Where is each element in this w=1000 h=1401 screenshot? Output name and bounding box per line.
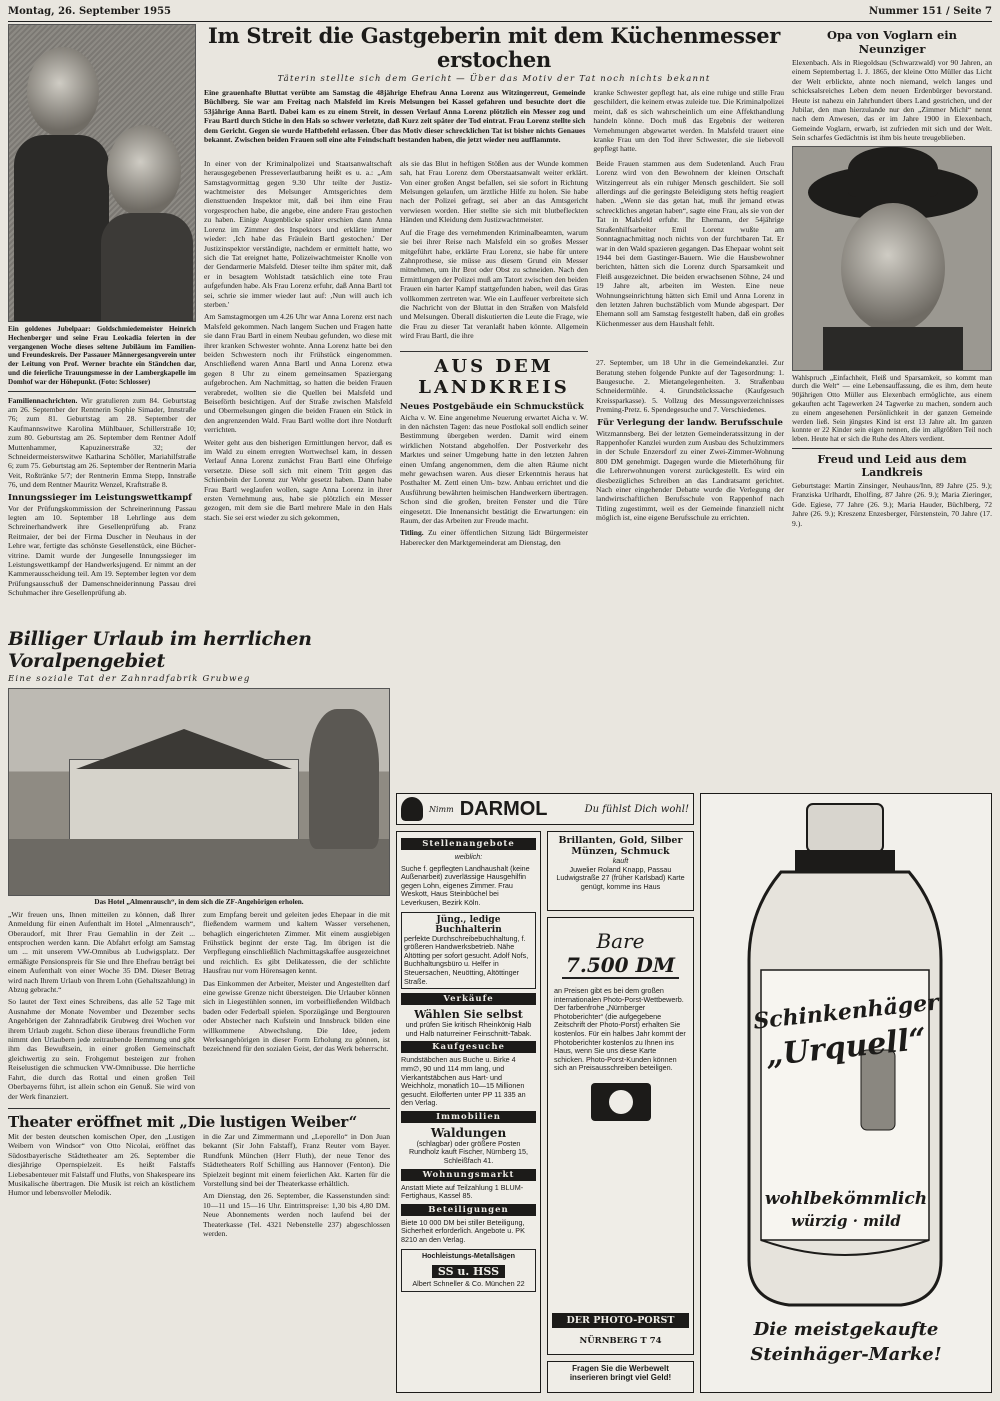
photo-porst-ad	[547, 917, 694, 1355]
freud-leid-text: Geburtstage: Martin Zinsinger, Neuhaus/Inn, 89 Jahre (25. 9.); Franziska Urlhardt, Eholfing, 87 Jahre (26. 9.); Maria Zieringer, Gde. Egiese, 77 Jahre (26. 9.); Maria Hauder, Büchlberg, 72 Jahre (26. 9.); Kreszenz Enzesberger, Fürstenstein, 70 Jahre (17. 9.).	[792, 481, 992, 528]
gold-sub: kauft	[612, 856, 629, 865]
theater-headline: Theater eröffnet mit „Die lustigen Weiber“	[8, 1112, 357, 1131]
bare-prize-line-1: Bare	[596, 929, 645, 953]
schinken-brand: Schinkenhäger	[752, 989, 940, 1035]
family-news-heading: Familiennachrichten.	[8, 395, 78, 405]
darmol-prefix: Nimm	[429, 804, 454, 814]
landkreis-titling	[400, 528, 588, 547]
masthead-date: Montag, 26. September 1955	[8, 6, 172, 17]
darmol-ad	[396, 793, 694, 825]
left-column	[8, 24, 196, 624]
darmol-figure-icon	[401, 797, 423, 821]
schinken-tagline-1: Die meistgekaufte	[753, 1319, 939, 1340]
main-lead: Eine grauenhafte Bluttat verübte am Samstag die 48jährige Ehefrau Anna Lorenz aus Witzingerreut, Gemeinde Büchlberg. Sie war am Freitag nach Malsfeld im Kreis Melsungen bei Kassel gefahren und besuchte dort die 53jährige Anna Bartl. Dabei kam es zu einem Streit, in dessen Verlauf Anna Lorenz plötzlich ein Messer zog und Frau Bartl durch Stiche in den Hals so schwer verletzte, daß Kurz zeit später der Tod eintrat. Frau Lorenz stellte sich dem Gericht. Gegen sie wurde Haftbefehl erlassen. Über das Motiv dieser schrecklichen Tat ist bisher nichts Genaues bekannt. Zwischen beiden Frauen soll eine alte Feindschaft bestanden haben, die jetzt wieder neu aufflammte.	[204, 88, 586, 145]
landkreis-titling-text: Zu einer öffentlichen Sitzung lädt Bürgermeister Haberecker den Marktgemeinderat am Dienstag, den	[400, 528, 588, 547]
main-col3-b: Beide Frauen stammen aus dem Sudetenland. Auch Frau Lorenz wird von den Bewohnern der kleinen Ortschaft Witzingerreut als ein ruhiger Mensch geschildert. Sie soll allerdings auf die geringste Beleidigung stets heftig reagiert haben. „Wenn sie das getan hat, muß ihr jemand etwas schreckliches angetan haben“, sagte eine Frau, als sie von der Tat in Malsfeld erfuhr. Ihr Ehemann, der 54jährige Straßenhilfsarbeiter Emil Lorenz wußte am Sonntagnachmittag noch nichts von der furchtbaren Tat. Er war in den Wald spazieren gegangen. Das Ehepaar wohnt seit 1944 bei dem Gastinger-Bauern. Wie die Hausbewohner berichten, hätten sich die Lorenz durch Sparsamkeit und Fleiß ausgezeichnet. Die beiden erwachsenen Söhne, 24 und 19 Jahre alt, arbeiten im Westen. Eine neue Wohnungseinrichtung hätten sich Emil und Anna Lorenz in den letzten Jahren buchstäblich vom Munde abgespart. Der Ehemann soll am Samstag festgestellt haben, daß ein großes Küchenmesser aus dem Haushalt fehlt.	[596, 158, 784, 328]
family-news-text: Wir gratulieren zum 84. Geburtstag am 26. September der Rentnerin Sophie Simader, Innstraße 76; zum 81. Geburtstag am 28. September der Kaufmannswitwe Karolina Mühlbauer, Schillerstraße 10; zum 80. Geburtstag am 26. September dem Rentner Adolf Muttenhammer, Kapuzinerstraße 32; der Schneidermeisterswitwe Katharina Schöller, Mariahilfstraße 6; zum 75. Geburtstag am 26. September der Rentnerin Maria Veit, Roßtränke 5/7; der Rentnerin Emma Stepp, Innstraße 76, und dem Rentner Mauritz Wenzel, Kraftstraße 8.	[8, 395, 197, 490]
wohnungsmarkt-text: Anstatt Miete auf Teilzahlung 1 BLUM-Fertighaus, Kassel 85.	[401, 1182, 524, 1201]
main-headline: Im Streit die Gastgeberin mit dem Küchenmesser erstochen	[207, 23, 781, 72]
urlaub-section	[8, 624, 390, 1394]
kaufgesuche-heading: Kaufgesuche	[401, 1041, 536, 1053]
buchhalterin-text: perfekte Durchschreibebuchhaltung, f. größeren Handwerksbetrieb. Nähe Altötting per sofort gesucht. Adolf Nofs, Buchhaltungsbüro u. Helfer in Steuersachen, Neuötting, Altöttinger Straße.	[404, 933, 529, 986]
masthead-page-number: Nummer 151 / Seite 7	[869, 6, 992, 17]
landkreis-heading: AUS DEM LANDKREIS	[400, 351, 588, 398]
stellen-text: Suche f. gepflegten Landhaushalt (keine Außenarbeit) zuverlässige Hausgehilfin gegen Lohn, eigenes Zimmer. Frau Weskott, Haus Steinbüchel bei Leverkusen, Bezirk Köln.	[401, 863, 530, 907]
berufsschule-text: Witzmannsberg. Bei der letzten Gemeinderatssitzung in der Rappenhofer Kanzlei wurden zum Ausbau des Schulzimmers in der Schule Enzersdorf zu einer Zwei-Zimmer-Wohnung 800 DM genehmigt. Dagegen wurde die Mieterhöhung für die Lehrerwohnungen vorerst zurückgestellt. Es wird ein diesbezügliches Schreiben an das Landratsamt gerichtet. Nach einer eingehender Debatte wurde die Verlegung der landwirtschaftlichen Berufsschule von Rappenhof nach Titling zugestimmt, weil es der Gemeinde finanziell nicht möglich ist, eine eigene Berufsschule zu errichten.	[596, 428, 784, 523]
classified-ads	[396, 831, 541, 1393]
werbe-ad	[547, 1361, 694, 1393]
schinkenhaeger-ad	[700, 793, 992, 1393]
landkreis-agenda: 27. September, um 18 Uhr in die Gemeindekanzlei. Zur Beratung stehen folgende Punkte auf der Tagesordnung: 1. Baugesuche. 2. Mietangelegenheiten. 3. Straßenbau Schneidermühle. 4. Grundstückssache (Kaufgesuch Kreissparkasse). 5. Vollzug des Messungsverzeichnisses Preming-Pretz. 6. Spendegesuche und 7. Verschiedenes.	[596, 358, 784, 415]
main-col1	[204, 159, 392, 550]
urlaub-text-2b: Das Einkommen der Arbeiter, Meister und Angestellten darf eine gewisse Grenze nicht übersteigen. Die Urlauber können sich in Liegestühlen sonnen, im vorbeifließenden Wildbach baden oder Federball spielen. Sporzügänge und Bergtouren oder Abstecher nach Kufstein und Innsbruck bilden eine willkommene Abwechslung. Die Idee, jedem Werksangehörigen in dieser Form Erholung zu gönnen, ist bezeichnend für den sozialen Geist, der das Werk beherrscht.	[203, 978, 390, 1054]
metallsaegen-heading: Hochleistungs-Metallsägen	[421, 1250, 516, 1260]
kaufgesuche-text: Rundstäbchen aus Buche u. Birke 4 mm∅, 90 und 114 mm lang, und Vierkantstäbchen aus Hart- und Weichholz, monatlich 10—15 Millionen gesucht. Eilofferten unter PP 11 335 an den Verlag.	[401, 1055, 526, 1108]
gold-text: Juwelier Roland Knapp, Passau Ludwigstraße 27 (früher Karlsbad) Karte genügt, komme ins Haus	[556, 864, 685, 891]
freud-leid-heading: Freud und Leid aus dem Landkreis	[817, 453, 967, 480]
theater-text-3: Am Dienstag, den 26. September, die Kassenstunden sind: 10—11 und 15—16 Uhr. Eintrittspreise: 1,30 bis 4,80 DM. Neue Abonnements werden noch laufend bei der Theaterkasse (Tel. 4321 Nebenstelle 237) abgeschlossen werden.	[203, 1191, 390, 1238]
camera-icon	[591, 1083, 651, 1121]
main-col2-b: Auf die Frage des vernehmenden Kriminalbeamten, warum sie bei ihrer Reise nach Malsfeld ein so großes Messer mitgeführt habe, erklärte Frau Lorenz, sie habe für untere Zahnprothese, sie müsse aus diesem Grund ein Messer mitnehmen, um ihr Brot oder Obst zu schneiden. Nach den Ermittlungen der Polizei muß am Tatort zwischen den beiden Frauen ein harter Kampf stattgefunden haben, weil das Gras vollkommen zertreten war. Wie ein Lauffeuer verbreitete sich die Nachricht von der Bluttat in den Straßen von Malsfeld und Melsungen. Überall diskutierten die Leute die Frage, wie die Frau zu dieser Tat veranlaßt haben könnte. Allgemein wird Frau Bartl, die ihre	[400, 227, 588, 341]
main-col3-a: kranke Schwester gepflegt hat, als eine ruhige und stille Frau geschildert, die keinem etwas zuleide tue. Die Kriminalpolizei meint, daß es sich wahrscheinlich um eine Affekthandlung handeln könne. Doch muß das Ergebnis der weiteren Vernehmungen abgewartet werden. In Malsfeld trauert eine kranke Frau um den Tod ihrer Schwester, die sie liebevoll gepflegt hatte.	[593, 88, 784, 154]
metallsaegen-brand: SS u. HSS	[432, 1265, 505, 1278]
schinken-slogan-1: wohlbekömmlich	[764, 1189, 928, 1209]
berufsschule-heading: Für Verlegung der landw. Berufsschule	[597, 417, 783, 428]
schinken-urquell: „Urquell“	[764, 1021, 928, 1074]
wohnungsmarkt-heading: Wohnungsmarkt	[401, 1169, 536, 1181]
beteiligungen-text: Biete 10 000 DM bei stiller Beteiligung, Sicherheit erforderlich. Angebote u. PK 8210 an den Verlag.	[401, 1217, 525, 1245]
otto-mueller-caption: Wahlspruch „Einfachheit, Fleiß und Sparsamkeit, so kommt man durch die Welt“ — eine Lebensauffassung, die es ihm, dem heute 90jährigen Otto Müller aus Elexenbach ermöglichte, aus einem gekauften acht Tagewerken 24 Tagwerke zu machen, sondern auch zu einem angesehenen Persönlichkeit in der ganzen Gemeinde werden ließ. Sein jüngstes Kind ist erst 13 Jahre alt. Im ganzen konnte er 22 Kinder sein eigen nennen, die im allgrößten Teil noch leben. Heute hat er sich die Ruhe des Alters verdient.	[792, 373, 992, 444]
landkreis-titling-heading: Titling.	[400, 528, 424, 538]
landkreis-post-heading: Neues Postgebäude ein Schmuckstück	[400, 401, 584, 412]
voglarn-text: Elexenbach. Als in Riegoldsau (Schwarzwald) vor 90 Jahren, an einem Septembertag 1. J. 1865, der kleine Otto Müller das Licht der Welt erblickte, ahnte noch niemand, welch langes und schicksalsreiches Leben dem neuen Erdenbürger bevorstand. Heute ist nahezu ein Jahrhundert übers Land gestrichen, und der Jubilar, den man hierzulande nur den „Zimmer Michl“ nennt nach dem Anwesen, das er im Jahre 1900 in Elexenbach, Gemeinde Voglarn, erwarb, ist zufrieden mit sich und der Welt. Sein scharfes Gedächtnis ist ihm bis heute treugeblieben.	[792, 58, 992, 143]
urlaub-text-1: „Wir freuen uns, Ihnen mitteilen zu können, daß Ihrer Anmeldung für einen Aufenthalt im Hotel „Almenrausch“, Oberaudorf, mit Ihrer Frau Gemahlin in der Zeit ... entsprochen werden kann. Die Abfahrt erfolgt am Samstag um ... mit unserem VW-Omnibus ab Ludwigsplatz. Der ermäßigte Pensionspreis für Sie und Ihre Ehefrau beträgt bei einem Aufenthalt von einer Woche 35 DM. Dieser Betrag wird nach Ihrem Urlaub von Ihrem Lohn (Gehaltszahlung) in Abzug gebracht.“	[8, 909, 195, 995]
urlaub-headline: Billiger Urlaub im herrlichen Voralpengebiet	[8, 628, 312, 672]
theater-text-2: in die Zar und Zimmermann und „Leporello“ in Don Juan bekannt (Sir John Falstaff), Franz Reuter vom Bayer. Rundfunk München (Herr Fluth), der neue Tenor des Städtetheaters Rolf Schilling aus Hannover (Fenton). Die Spielzeit beginnt mit einem feierlichen Akt. Karten für die Vorstellung sind bei der Theaterkasse erhältlich.	[203, 1131, 390, 1188]
verkaeufe-title: Wählen Sie selbst	[414, 1008, 523, 1022]
main-col2-a: als sie das Blut in heftigen Stößen aus der Wunde kommen sah, hat Frau Lorenz dem Oberstaatsanwalt weiter erklärt. Von einer großen Angst befallen, sei sie sofort in Richtung Melsungen gelaufen, um ärztliche Hilfe zu holen. Sie habe nach der Polizei gefragt, sei aber an das Amtsgericht verwiesen worden. Hier stellte sie sich mit blutbefleckten Händen und Kleidung dem Justizwachtmeister.	[400, 158, 588, 225]
main-subline: Täterin stellte sich dem Gericht — Über das Motiv der Tat noch nichts bekannt	[277, 74, 711, 84]
bare-prize-line-2: 7.500 DM	[562, 953, 679, 979]
verkaeufe-heading: Verkäufe	[401, 993, 536, 1005]
main-story	[204, 24, 784, 550]
main-col1-b: Am Samstagmorgen um 4.26 Uhr war Anna Lorenz erst nach Malsfeld gekommen. Nach langem Suchen und Fragen hatte sie dann Frau Bartl in einem Neubau gefunden, wo diese mit ihrer kranken Schwester wohnte. Anna Lorenz hatte bei den beiden Schwestern noch ihr Frühstück eingenommen. Anschließend waren Anna Bartl und Anna Lorenz etwa gegen 8 Uhr zu einem gemeinsamen Spaziergang aufgebrochen. Am Nachmittag, so hatten die beiden Frauen verabredet, wollten sie die Quellen bei Malsfeld und Beiseförth besichtigen. Auf der Straße zwischen Malsfeld und Obermelsungen gingen die beiden Frauen ein Stück in den angrenzenden Wald. Frau Bartl wollte dort ihre Notdurft verrichten.	[204, 312, 392, 435]
advertisement-section	[396, 793, 992, 1395]
porst-city: NÜRNBERG T 74	[579, 1336, 662, 1346]
jubilee-couple-photo	[8, 24, 196, 322]
buchhalterin-heading: Jüng., ledige Buchhalterin	[435, 914, 502, 935]
urlaub-subline: Eine soziale Tat der Zahnradfabrik Grubweg	[8, 674, 251, 684]
right-column	[792, 24, 992, 784]
hotel-almenrausch-photo	[8, 688, 390, 896]
metallsaegen-text: Albert Schneller & Co. München 22	[412, 1279, 525, 1289]
stellen-sub: weiblich:	[454, 852, 483, 861]
beteiligungen-heading: Beteiligungen	[401, 1204, 536, 1216]
voglarn-heading: Opa von Voglarn ein Neunziger	[826, 28, 958, 56]
porst-heading: DER PHOTO-PORST	[552, 1313, 689, 1328]
masthead	[8, 6, 992, 22]
theater-text-1: Mit der besten deutschen komischen Oper, den „Lustigen Weibern von Windsor“ von Otto Nicolai, eröffnet das Südostbayerische Städtetheater am 26. September die diesjährige Opernspielzeit. Es heißt Falstaffs Liebesabenteuer mit Falstaff und Fluths, von Shakespeare ins Musikalische übertragen. Die Musik ist reich an köstlichem Humor und lebensvoller Melodik.	[8, 1131, 195, 1198]
schinken-slogan-2: würzig · mild	[791, 1212, 901, 1230]
urlaub-text-2: zum Empfang bereit und geleiten jedes Ehepaar in die mit fließendem warmem und kaltem Wasser versehenen, behaglich eingerichteten Zimmer. Mit einem ausgiebigen Frühstück beginnt der erste Tag. Im übrigen ist die Verpflegung einschließlich Nachmittagskaffee ausgezeichnet und reichlich. Es gibt Delikatessen, die der schlichte Hausfrau nur vom Hörensagen kennt.	[203, 909, 390, 976]
landkreis-post-text: Aicha v. W. Eine angenehme Neuerung erwartet Aicha v. W. in den nächsten Tagen: das neue Postlokal soll endlich seiner Bestimmung übergeben werden. Damit wird einem wirklichen Notstand abgeholfen. Der Postverkehr des Marktes und seiner Umgebung hatte in den letzten Jahren einen Umfang angenommen, dem die alten Räume nicht mehr gewachsen waren. Aus dieser Erkenntnis heraus hat Posthalter M. Zettl einen Um- bzw. Anbau errichtet und die Ausführung bewährten heimischen Handwerkern übertragen. Schon sind die großen, breiten Fenster und die Türe eingesetzt. Die Innenansicht bestätigt die Erwartungen: ein Raum, der das Arbeiten zur Freude macht.	[400, 412, 588, 526]
hotel-photo-caption: Das Hotel „Almenrausch“, in dem sich die ZF-Angehörigen erholen.	[94, 898, 304, 906]
werbe-text: Fragen Sie die Werbewelt inserieren bringt viel Geld!	[569, 1364, 672, 1382]
darmol-brand: DARMOL	[459, 797, 548, 820]
stellen-heading: Stellenangebote	[401, 838, 536, 850]
main-col2	[400, 159, 588, 550]
schinken-tagline-2: Steinhäger-Marke!	[750, 1344, 942, 1365]
gold-ad	[547, 831, 694, 911]
waldungen-text: (schlagbar) oder größere Posten Rundholz kauft Fischer, Nürnberg 15, Schleißfach 41.	[408, 1138, 529, 1166]
main-col3	[596, 159, 784, 550]
photo-porst-text: an Preisen gibt es bei dem großen internationalen Photo-Porst-Wettbewerb. Der farbenfrohe „Nürnberger Photoberichter“ (die aufgegebene Zeitschrift der Photo-Porst) erhalten Sie kostenlos. Für ein halbes Jahr kommt der Photoberichter kostenlos zu Ihnen ins Haus, wenn Sie uns diese Karte schicken. Photo-Porst-Kunden können sich an Preisausschreiben beteiligen.	[554, 986, 686, 1073]
immobilien-heading: Immobilien	[401, 1111, 536, 1123]
urlaub-text-1b: So lautet der Text eines Schreibens, das alle 52 Tage mit Ausnahme der Monate November und Dezember sechs Angehörigen der Zahnradfabrik Grubweg drei Wochen vor ihrem Urlaub zugeht. Schon diese überaus freundliche Form nimmt den Urlaubern jede zeitraubende Hemmung und gibt ihm das Bewußtsein, in einer großen Gemeinschaft gleichwertig zu sein. Frohgemut besteigen zur frohen Reiselustigen die schmucken VW-Omnibusse. Die herrliche Fahrt, die durch das Rottal und einen großen Teil Oberbayerns führt, ist allein schon ein Genuß. Sie wird von der Werk finanziert.	[8, 997, 195, 1101]
main-col1-c: Weiter geht aus den bisherigen Ermittlungen hervor, daß es im Wald zu einem erregten Wortwechsel kam, in dessen Verlauf Anna Lorenz zunächst Frau Bartl eine Ohrfeige versetzte. Diese soll sich mit einem Tritt gegen das Schienbein der Lorenz zur Wehr gesetzt haben. Dann habe Frau Bartl weglaufen wollen, sagte Anna Lorenz in ihrer ersten Vernehmung aus, habe sie plötzlich ein Messer gezogen, mit dem sie die Bartl mehrere Male in den Hals stach. Sie sei erst wieder zu sich gekommen,	[204, 437, 392, 522]
main-col1-a: In einer von der Kriminalpolizei und Staatsanwaltschaft herausgegebenen Presseverlautbarung heißt es u. a.: „Am Samstagvormittag gegen 9.30 Uhr teilte der Justizwachtmeister des Melsunger Amtsgerichtes dem diensttuenden Inspektor mit, daß bei ihm eine Frau vorgesprochen habe, die angebe, eine andere Frau gestochen zu haben. Einige Augenblicke später erschien dann Anna Lorenz im Zimmer des Inspektors und erklärte immer wieder: ‚Ich habe das Fräulein Bartl gestochen.' Der Justizinspektor verständigte, nachdem er ermittelt hatte, wo sich die Tat ereignet hatte, Polizeiwachtmeister Knolle von der Gendarmerie Malsfeld. Dieser teilte ihm später mit, daß er in besagtem Wohlstadt tatsächlich eine tote Frau aufgefunden habe. Als Frau Lorenz erfuhr, daß Anna Bartl tot sei, schrie sie immer wieder laut auf: ‚Nun will auch ich sterben.'	[204, 158, 392, 309]
innung-text: Vor der Prüfungskommission der Schreinerinnung Passau legten am 10. September 18 Lehrlinge aus dem Schreinerhandwerk ihre Gesellenprüfung ab. Franz Reitmaier, der bei der Firma Duscher in Neuhaus in der Lehre war, fertigte das schönste Gesellenstück, eine Büchervitrine. Damit wurde der Jungeselle Innungssieger im Leistungswettkampf der Handwerksjugend. Er nimmt an der Kammerausscheidung teil. Am 19. September legten vor dem Prüfungsausschuß der Damenschneiderinnung Passau drei Schuhmacher ihre Gesellenprüfung ab.	[8, 503, 196, 598]
darmol-slogan: Du fühlst Dich wohl!	[584, 803, 689, 815]
innung-heading: Innungssieger im Leistungswettkampf	[8, 492, 192, 503]
verkaeufe-text: und prüfen Sie kritisch Rheinkönig Halb und Halb naturreiner Feinschnitt-Tabak.	[405, 1020, 532, 1038]
jubilee-photo-caption: Ein goldenes Jubelpaar: Goldschmiedemeister Heinrich Hechenberger und seine Frau Leokadia feierten in der vergangenen Woche dieses seltene Jubiläum im Familien- und Freundeskreis. Der Passauer Männergesangverein unter der Leitung von Prof. Werner brachte ein Ständchen dar, und die feierliche Trauungsmesse in der Lambergkapelle im Domhof war der Höhepunkt. (Foto: Schlosser)	[8, 325, 196, 386]
waldungen-heading: Waldungen	[430, 1125, 507, 1140]
family-news	[8, 396, 196, 490]
gold-heading: Brillanten, Gold, Silber Münzen, Schmuck	[558, 835, 683, 857]
otto-mueller-photo	[792, 146, 992, 371]
